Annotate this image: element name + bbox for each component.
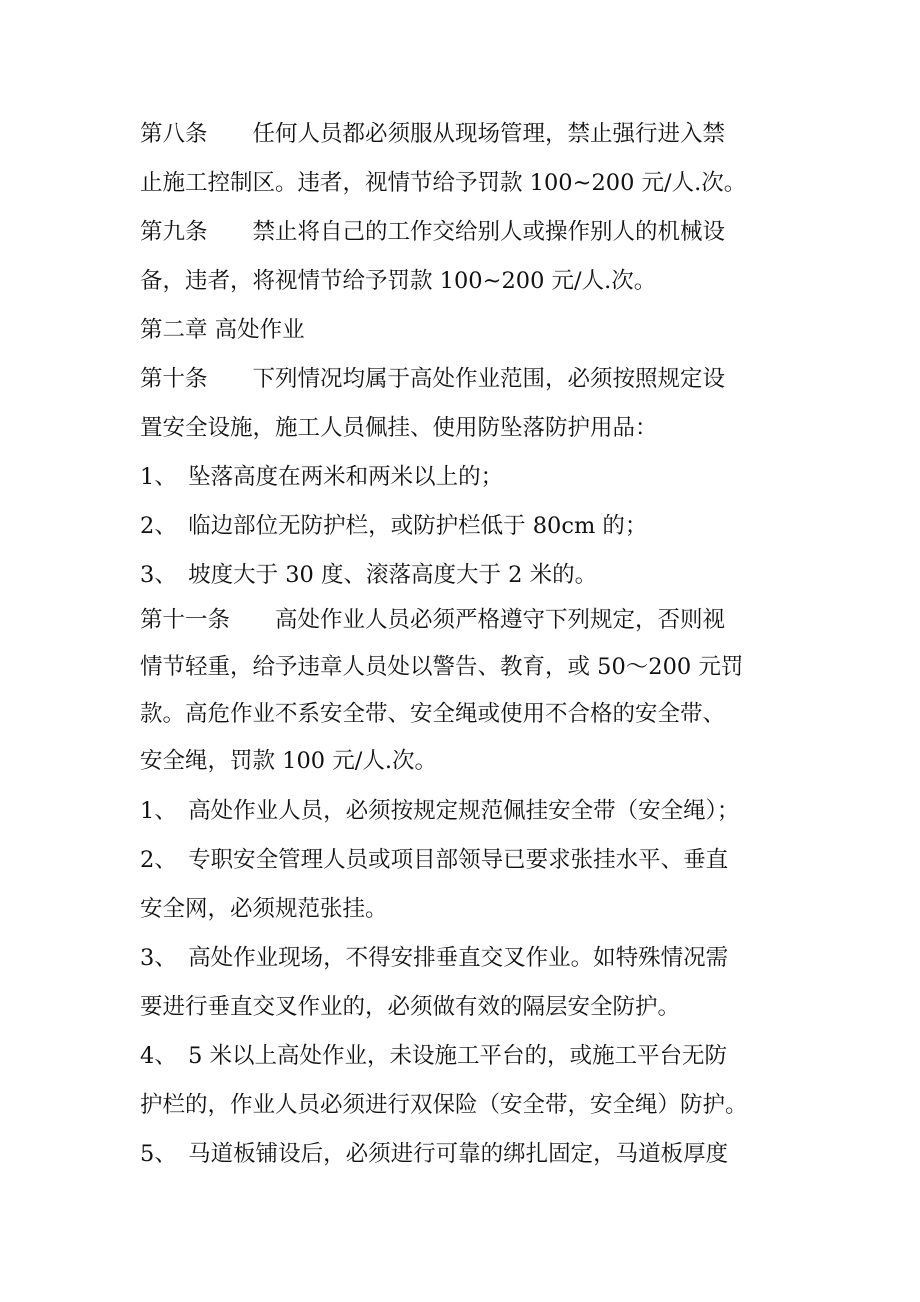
article-11-item-3-line-2: 要进行垂直交叉作业的，必须做有效的隔层安全防护。 — [140, 994, 681, 1020]
article-10-item-3: 3、 坡度大于 30 度、滚落高度大于 2 米的。 — [140, 562, 598, 588]
article-11-item-2-line-2: 安全网，必须规范张挂。 — [140, 896, 388, 922]
article-11-item-1: 1、 高处作业人员，必须按规定规范佩挂安全带（安全绳）； — [140, 798, 740, 824]
article-9-line-2: 备，违者，将视情节给予罚款 100~200 元/人.次。 — [140, 268, 657, 294]
article-11-line-2: 情节轻重，给予违章人员处以警告、教育，或 50～200 元罚 — [140, 654, 744, 680]
article-10-item-1: 1、 坠落高度在两米和两米以上的； — [140, 464, 504, 490]
article-11-item-2-line-1: 2、 专职安全管理人员或项目部领导已要求张挂水平、垂直 — [140, 847, 729, 873]
article-10-line-2: 置安全设施，施工人员佩挂、使用防坠落防护用品： — [140, 415, 658, 441]
chapter-2-heading: 第二章 高处作业 — [140, 317, 305, 343]
article-9-line-1: 第九条 禁止将自己的工作交给别人或操作别人的机械设 — [140, 219, 726, 245]
article-8-line-2: 止施工控制区。违者，视情节给予罚款 100~200 元/人.次。 — [140, 170, 747, 196]
article-10-line-1: 第十条 下列情况均属于高处作业范围，必须按照规定设 — [140, 366, 726, 392]
article-11-line-3: 款。高危作业不系安全带、安全绳或使用不合格的安全带、 — [140, 701, 726, 727]
article-11-item-4-line-1: 4、 5 米以上高处作业，未设施工平台的，或施工平台无防 — [140, 1043, 728, 1069]
article-11-line-4: 安全绳，罚款 100 元/人.次。 — [140, 748, 437, 774]
article-11-item-5-line-1: 5、 马道板铺设后，必须进行可靠的绑扎固定，马道板厚度 — [140, 1141, 729, 1167]
article-11-line-1: 第十一条 高处作业人员必须严格遵守下列规定，否则视 — [140, 607, 726, 633]
article-8-line-1: 第八条 任何人员都必须服从现场管理，禁止强行进入禁 — [140, 121, 726, 147]
article-10-item-2: 2、 临边部位无防护栏，或防护栏低于 80cm 的； — [140, 513, 648, 539]
article-11-item-4-line-2: 护栏的，作业人员必须进行双保险（安全带，安全绳）防护。 — [140, 1092, 748, 1118]
article-11-item-3-line-1: 3、 高处作业现场，不得安排垂直交叉作业。如特殊情况需 — [140, 945, 729, 971]
